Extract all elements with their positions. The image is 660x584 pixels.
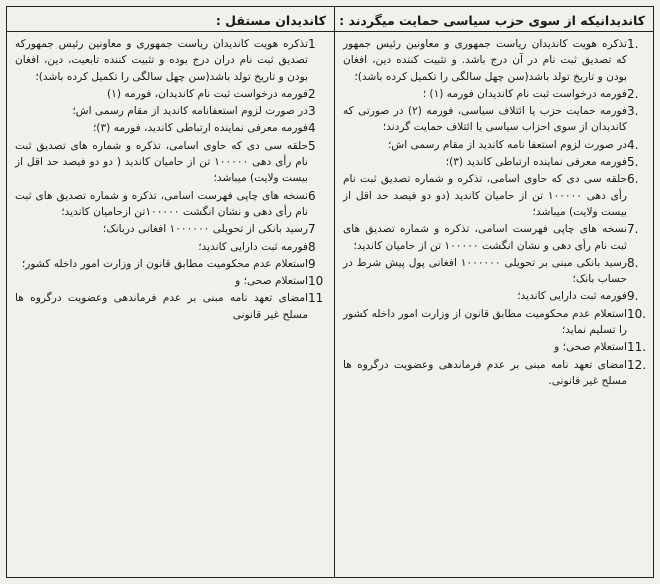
requirement-number: 3.	[627, 104, 639, 119]
requirement-text: فورمه ثبت دارایی کاندید؛	[198, 240, 308, 253]
requirement-number: 5.	[627, 155, 639, 170]
requirement-text: فورمه معرفی نماینده ارتباطی کاندید (۳)؛	[445, 156, 627, 169]
requirement-number: 1	[308, 37, 316, 51]
requirement-item	[339, 154, 649, 170]
requirement-number: 6.	[627, 172, 639, 187]
independent-candidates-heading: کاندیدان مستقل :	[7, 7, 334, 32]
requirement-number: 4	[308, 121, 316, 136]
requirement-number: 5	[308, 138, 316, 153]
requirement-number: 10	[308, 274, 324, 289]
requirement-item	[339, 137, 649, 153]
party-candidates-column	[335, 7, 653, 577]
requirement-item	[11, 256, 330, 272]
requirement-text: امضای تعهد نامه مبنی بر عدم فرماندهی وعضویت درگروه ها مسلح غیر قانونی	[15, 292, 308, 321]
requirement-item	[11, 273, 330, 289]
requirement-text: نسخه های چاپی فهرست اسامی، تذکره و شماره تصدیق های ثبت نام رأی دهی و نشان انگشت ۱۰۰۰۰۰ تن از حامیان کاندید؛	[343, 223, 627, 252]
requirement-item	[339, 171, 649, 220]
requirement-text: در صورت لزوم استعفانامه کاندید از مقام رسمی اش؛	[72, 105, 308, 118]
requirement-text: حلقه سی دی که حاوی اسامی، تذکره و شماره تصدیق ثبت نام رأی دهی ۱۰۰۰۰۰ تن از حامیان کاندید (دو دو فیصد حد اقل از بیست ولایت) میباشد؛	[343, 173, 627, 218]
requirement-item	[11, 290, 330, 323]
requirement-item	[339, 86, 649, 102]
requirement-number: 9	[308, 256, 316, 271]
requirement-item	[339, 103, 649, 136]
requirement-number: 4.	[627, 137, 639, 152]
requirement-text: فورمه درخواست ثبت نام کاندیدان فورمه (۱) ؛	[422, 87, 627, 100]
requirement-text: استعلام صحی؛ و	[235, 275, 308, 288]
requirement-text: رسید بانکی مبنی بر تحویلی ۱۰۰۰۰۰۰ افغانی پول پیش شرط در حساب بانک؛	[343, 256, 627, 286]
requirement-text: فورمه ثبت دارایی کاندید؛	[517, 290, 627, 303]
requirement-text: فورمه معرفی نماینده ارتباطی کاندید، فورمه (۳)؛	[92, 122, 308, 135]
independent-candidates-column	[7, 7, 335, 577]
requirement-text: امضای تعهد نامه مبنی بر عدم فرماندهی وعضویت درگروه ها مسلح غیر قانونی.	[343, 358, 627, 387]
independent-requirements-list	[7, 32, 334, 323]
requirement-number: 11.	[627, 340, 647, 355]
requirement-item	[339, 306, 649, 339]
requirement-text: تذکره هویت کاندیدان ریاست جمهوری و معاونین رئیس جمهورکه تصدیق ثبت نام دران درج بوده و تثبیت کننده تابعیت، دین، افغان بودن و تاریخ تولد باشد(سن چهل سالگی را تکمیل کرده باشد)؛	[15, 38, 308, 83]
requirement-text: فورمه درخواست ثبت نام کاندیدان، فورمه (۱)	[107, 87, 308, 100]
requirement-text: فورمه حمایت حزب یا ائتلاف سیاسی، فورمه (۲) در صورتی که کاندیدان از سوی احزاب سیاسی یا ائتلاف حمایت گردند؛	[343, 105, 627, 134]
requirement-number: 10.	[627, 306, 647, 321]
party-requirements-list	[335, 32, 653, 389]
requirement-item	[11, 221, 330, 237]
requirement-text: نسخه های چاپی فهرست اسامی، تذکره و شماره تصدیق های ثبت نام رأی دهی و نشان انگشت ۱۰۰۰۰۰تن ازحامیان کاندید؛	[15, 189, 308, 218]
requirement-item	[339, 288, 649, 304]
requirement-item	[339, 255, 649, 288]
requirement-number: 3	[308, 104, 316, 119]
party-candidates-heading: کاندیدانیکه از سوی حزب سیاسی حمایت میگردند :	[335, 7, 653, 32]
requirement-number: 2	[308, 86, 316, 101]
requirement-item	[339, 357, 649, 390]
requirement-item	[339, 36, 649, 85]
requirement-text: تذکره هویت کاندیدان ریاست جمهوری و معاونین رئیس جمهور که تصدیق ثبت نام در آن درج باشد. و تثبیت کننده دین، افغان بودن و تاریخ تولد باشد(سن چهل سالگی را تکمیل کرده باشد)؛	[343, 38, 627, 83]
requirement-text: استعلام عدم محکومیت مطابق قانون از وزارت امور داخله کشور؛	[21, 257, 308, 270]
requirement-item	[339, 339, 649, 355]
requirement-number: 7.	[627, 222, 639, 237]
requirement-number: 11	[308, 291, 324, 306]
requirement-item	[339, 221, 649, 254]
requirement-number: 6	[308, 188, 316, 203]
requirement-number: 7	[308, 222, 316, 237]
requirement-text: حلقه سی دی که حاوی اسامی، تذکره و شماره های تصدیق ثبت نام رأی دهی ۱۰۰۰۰۰ تن از حامیان کاندید ( دو دو فیصد حد اقل از بیست ولایت) میباشد؛	[15, 139, 308, 185]
requirement-number: 9.	[627, 289, 639, 304]
requirement-text: در صورت لزوم استعفا نامه کاندید از مقام رسمی اش؛	[387, 138, 627, 151]
requirement-item	[11, 239, 330, 255]
requirement-number: 8	[308, 239, 316, 254]
requirement-number: 8.	[627, 255, 639, 270]
requirement-number: 12.	[627, 357, 647, 372]
requirement-item	[11, 86, 330, 102]
requirement-text: استعلام صحی؛ و	[554, 341, 627, 354]
requirement-item	[11, 138, 330, 187]
requirement-number: 1.	[627, 37, 639, 51]
requirement-item	[11, 36, 330, 85]
requirement-item	[11, 103, 330, 119]
requirement-item	[11, 120, 330, 136]
requirement-item	[11, 188, 330, 221]
requirement-text: استعلام عدم محکومیت مطابق قانون از وزارت امور داخله کشور را تسلیم نماید؛	[343, 307, 627, 337]
requirement-text: رسید بانکی از تحویلی ۱۰۰۰۰۰۰ افغانی دربانک؛	[102, 223, 308, 236]
requirement-number: 2.	[627, 86, 639, 101]
requirements-table	[6, 6, 654, 578]
